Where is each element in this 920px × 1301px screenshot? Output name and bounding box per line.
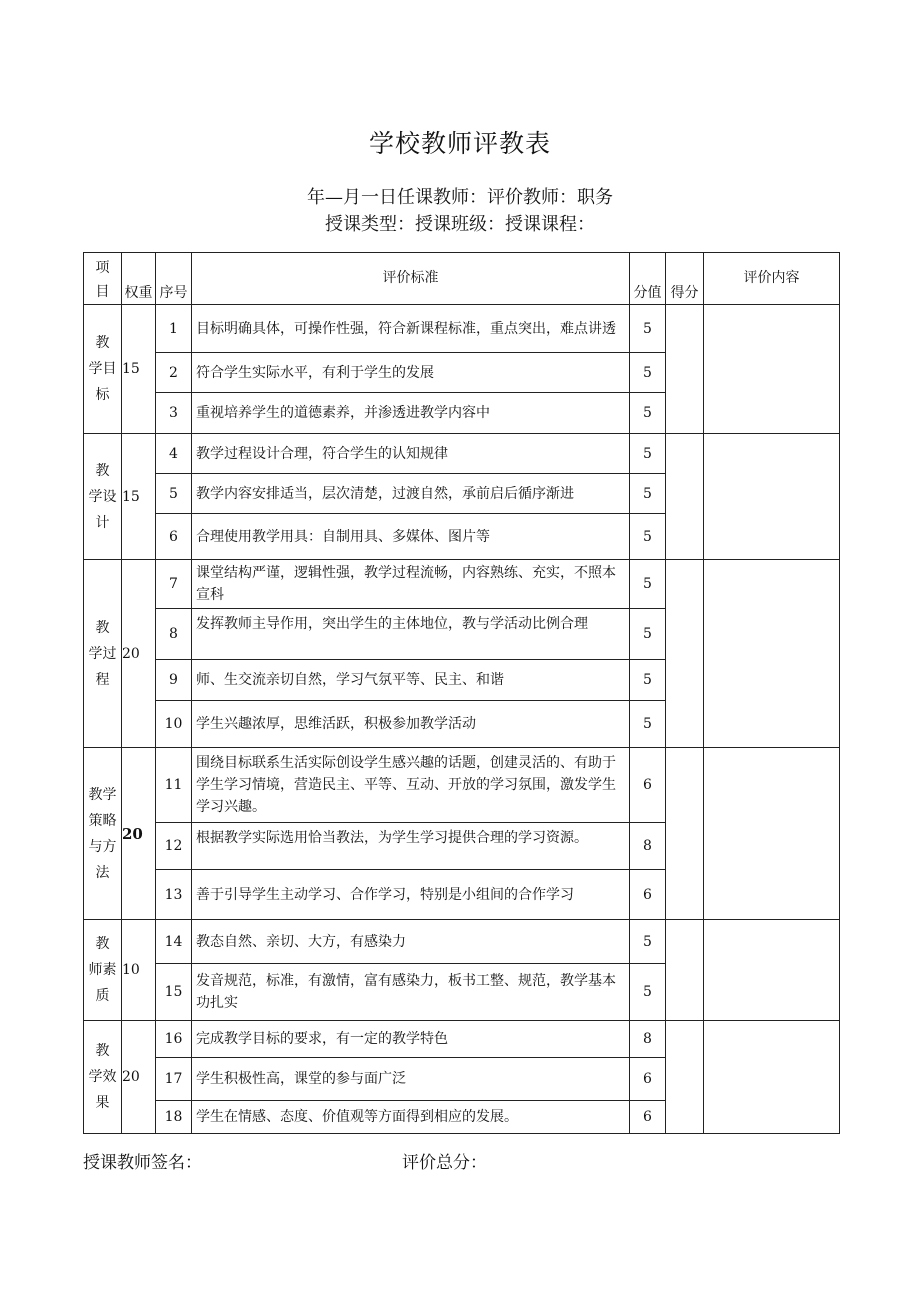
criterion-cell: 完成教学目标的要求，有一定的教学特色: [192, 1021, 630, 1058]
criterion-cell: 符合学生实际水平，有利于学生的发展: [192, 353, 630, 393]
seq-cell: 7: [156, 560, 192, 609]
header-content: 评价内容: [704, 253, 840, 305]
comment-input-cell[interactable]: [704, 305, 840, 434]
score-input-cell[interactable]: [666, 434, 704, 560]
score-input-cell[interactable]: [666, 560, 704, 748]
score-value-cell: 8: [630, 1021, 666, 1058]
criterion-cell: 教学内容安排适当，层次清楚，过渡自然，承前启后循序渐进: [192, 474, 630, 514]
seq-cell: 8: [156, 609, 192, 660]
criterion-cell: 教态自然、亲切、大方，有感染力: [192, 920, 630, 964]
criterion-cell: 学生在情感、态度、价值观等方面得到相应的发展。: [192, 1101, 630, 1134]
criterion-cell: 根据教学实际选用恰当教法，为学生学习提供合理的学习资源。: [192, 823, 630, 870]
criterion-cell: 目标明确具体，可操作性强，符合新课程标准，重点突出，难点讲透: [192, 305, 630, 353]
criterion-cell: 善于引导学生主动学习、合作学习，特别是小组间的合作学习: [192, 870, 630, 920]
criterion-cell: 围绕目标联系生活实际创设学生感兴趣的话题，创建灵活的、有助于学生学习情境，营造民主、平等、互动、开放的学习氛围，激发学生学习兴趣。: [192, 748, 630, 823]
comment-input-cell[interactable]: [704, 560, 840, 748]
header-seq: 序号: [156, 253, 192, 305]
subtitle-date-teachers: 年—月一日任课教师：评价教师：职务: [307, 187, 613, 208]
criterion-cell: 重视培养学生的道德素养，并渗透进教学内容中: [192, 393, 630, 434]
criterion-cell: 发音规范，标准，有激情，富有感染力，板书工整、规范，教学基本功扎实: [192, 964, 630, 1021]
seq-cell: 13: [156, 870, 192, 920]
seq-cell: 2: [156, 353, 192, 393]
header-weight: 权重: [122, 253, 156, 305]
table-row: [84, 1021, 840, 1058]
subtitle-course-info: 授课类型：授课班级：授课课程：: [325, 214, 595, 235]
category-cell: 教 学目 标: [84, 305, 122, 434]
seq-cell: 4: [156, 434, 192, 474]
total-score-label: 评价总分：: [402, 1153, 487, 1173]
score-input-cell[interactable]: [666, 748, 704, 920]
evaluation-table: [83, 252, 840, 1134]
criterion-cell: 学生兴趣浓厚，思维活跃，积极参加教学活动: [192, 701, 630, 748]
seq-cell: 18: [156, 1101, 192, 1134]
signature-label: 授课教师签名：: [83, 1153, 202, 1173]
header-standard: 评价标准: [192, 253, 630, 305]
table-header-row: [84, 253, 840, 305]
comment-input-cell[interactable]: [704, 434, 840, 560]
category-cell: 教 师素 质: [84, 920, 122, 1021]
score-value-cell: 5: [630, 920, 666, 964]
score-value-cell: 5: [630, 701, 666, 748]
criterion-cell: 师、生交流亲切自然，学习气氛平等、民主、和谐: [192, 660, 630, 701]
score-value-cell: 5: [630, 434, 666, 474]
score-value-cell: 5: [630, 560, 666, 609]
score-value-cell: 5: [630, 474, 666, 514]
score-value-cell: 5: [630, 305, 666, 353]
criterion-cell: 合理使用教学用具：自制用具、多媒体、图片等: [192, 514, 630, 560]
score-value-cell: 6: [630, 870, 666, 920]
weight-cell: 20: [122, 748, 156, 920]
header-score-value: 分值: [630, 253, 666, 305]
score-value-cell: 5: [630, 393, 666, 434]
score-value-cell: 5: [630, 964, 666, 1021]
table-row: [84, 920, 840, 964]
seq-cell: 16: [156, 1021, 192, 1058]
weight-cell: 10: [122, 920, 156, 1021]
comment-input-cell[interactable]: [704, 748, 840, 920]
seq-cell: 14: [156, 920, 192, 964]
score-input-cell[interactable]: [666, 305, 704, 434]
comment-input-cell[interactable]: [704, 1021, 840, 1134]
weight-cell: 20: [122, 1021, 156, 1134]
weight-cell: 15: [122, 434, 156, 560]
page-title: 学校教师评教表: [368, 129, 551, 158]
seq-cell: 3: [156, 393, 192, 434]
seq-cell: 12: [156, 823, 192, 870]
table-row: [84, 748, 840, 823]
seq-cell: 5: [156, 474, 192, 514]
criterion-cell: 发挥教师主导作用，突出学生的主体地位，教与学活动比例合理: [192, 609, 630, 660]
seq-cell: 1: [156, 305, 192, 353]
criterion-cell: 学生积极性高，课堂的参与面广泛: [192, 1058, 630, 1101]
category-cell: 教 学设 计: [84, 434, 122, 560]
score-value-cell: 6: [630, 748, 666, 823]
criterion-cell: 教学过程设计合理，符合学生的认知规律: [192, 434, 630, 474]
seq-cell: 10: [156, 701, 192, 748]
score-value-cell: 8: [630, 823, 666, 870]
weight-cell: 15: [122, 305, 156, 434]
score-value-cell: 6: [630, 1058, 666, 1101]
weight-cell: 20: [122, 560, 156, 748]
seq-cell: 15: [156, 964, 192, 1021]
criterion-cell: 课堂结构严谨，逻辑性强，教学过程流畅，内容熟练、充实，不照本宣科: [192, 560, 630, 609]
score-value-cell: 6: [630, 1101, 666, 1134]
seq-cell: 9: [156, 660, 192, 701]
table-row: [84, 305, 840, 353]
table-row: [84, 434, 840, 474]
score-value-cell: 5: [630, 514, 666, 560]
score-value-cell: 5: [630, 353, 666, 393]
category-cell: 教 学过 程: [84, 560, 122, 748]
seq-cell: 17: [156, 1058, 192, 1101]
table-row: [84, 560, 840, 609]
score-input-cell[interactable]: [666, 920, 704, 1021]
seq-cell: 6: [156, 514, 192, 560]
score-input-cell[interactable]: [666, 1021, 704, 1134]
score-value-cell: 5: [630, 609, 666, 660]
category-cell: 教学 策略 与方 法: [84, 748, 122, 920]
seq-cell: 11: [156, 748, 192, 823]
comment-input-cell[interactable]: [704, 920, 840, 1021]
header-item: 项 目: [84, 253, 122, 305]
header-score-got: 得分: [666, 253, 704, 305]
score-value-cell: 5: [630, 660, 666, 701]
category-cell: 教 学效 果: [84, 1021, 122, 1134]
